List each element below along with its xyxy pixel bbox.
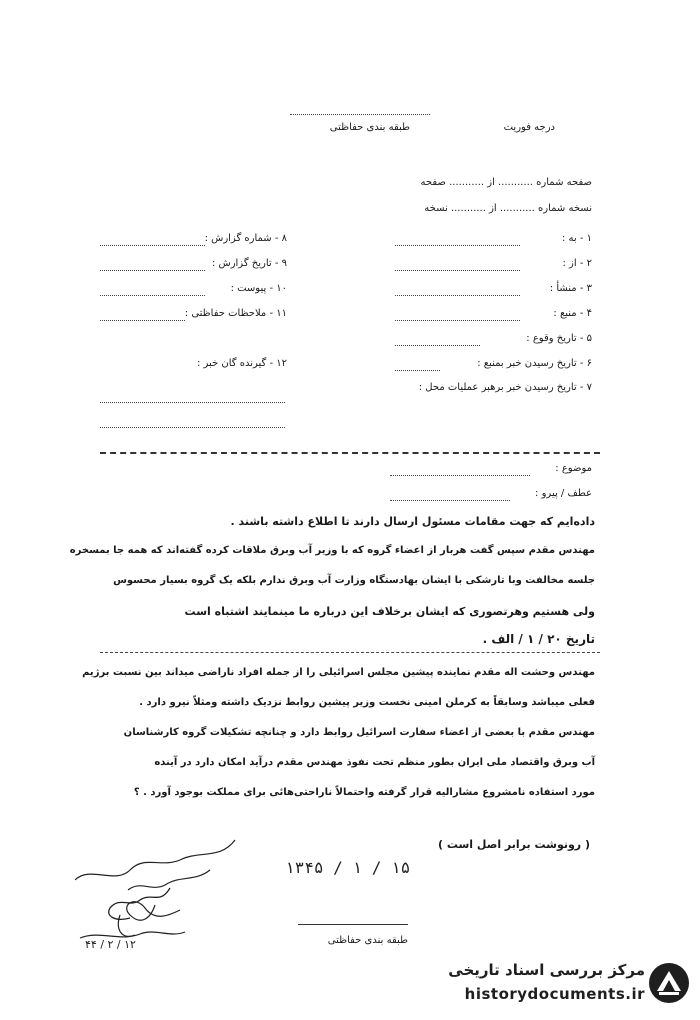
urgency-label: درجه فوریت xyxy=(503,122,555,133)
copy-certified-note: ( رونوشت برابر اصل است ) xyxy=(437,838,590,851)
watermark-title: مرکز بررسی اسناد تاریخی xyxy=(448,961,645,979)
copy-number-field: نسخه شماره ........... از ........... نسخه xyxy=(424,203,592,214)
footer-classification-label: طبقه بندی حفاظتی xyxy=(327,935,408,946)
archive-watermark xyxy=(410,955,695,1015)
footer-line xyxy=(298,924,408,925)
date-stamp: ۱۳۴۵ / ۱ / ۱۵ xyxy=(285,858,411,877)
signature-scribble xyxy=(60,830,240,950)
report-number-label: ۸ - شماره گزارش : xyxy=(204,233,287,244)
page-number-field: صفحه شماره ........... از ........... صفحه xyxy=(420,177,592,188)
watermark-url: historydocuments.ir xyxy=(464,985,645,1003)
handwritten-date: ۴۴ / ۲ / ۱۲ xyxy=(85,938,136,951)
security-notes-label: ۱۱ - ملاحظات حفاظتی : xyxy=(184,308,287,319)
source-field-label: ۴ - منبع : xyxy=(553,308,592,319)
body-line: مهندس مقدم با بعضی از اعضاء سفارت اسرائیل روابط دارد و چنانچه تشکیلات گروه کارشناسان xyxy=(123,727,595,738)
archive-logo-icon xyxy=(647,961,691,1005)
event-date-label: ۵ - تاریخ وقوع : xyxy=(526,333,592,344)
body-line-date: تاریخ ۲۰ / ۱ / الف . xyxy=(482,632,595,646)
attachment-label: ۱۰ - پیوست : xyxy=(230,283,287,294)
recipients-label: ۱۲ - گیرنده گان خبر : xyxy=(196,358,287,369)
origin-field-label: ۳ - منشأ : xyxy=(549,283,592,294)
body-line: آب وبرق واقتصاد ملی ایران بطور منظم تحت نفوذ مهندس مقدم درآید امکان دارد در آینده xyxy=(154,757,595,768)
body-line: مهندس وحشت اله مقدم نماینده پیشین مجلس اسرائیلی را از جمله افراد ناراضی میداند بین نسبت برژیم xyxy=(82,667,595,678)
body-line: داده‌ایم که جهت مقامات مسئول ارسال دارند تا اطلاع داشته باشند . xyxy=(230,515,595,528)
paragraph-divider xyxy=(100,652,600,653)
body-line: ولی هستیم وهرتصوری که ایشان برخلاف این درباره ما مینمایند اشتباه است xyxy=(184,605,595,618)
section-divider xyxy=(100,452,600,454)
body-line: مورد استفاده نامشروع مشارالیه قرار گرفته واحتمالاً ناراحتی‌هائی برای مملکت بوجود آورد . ؟ xyxy=(133,787,595,798)
report-date-label: ۹ - تاریخ گزارش : xyxy=(211,258,287,269)
reference-label: عطف / پیرو : xyxy=(535,488,592,499)
handwritten-annotation xyxy=(60,830,240,950)
body-line: مهندس مقدم سپس گفت هربار از اعضاء گروه که با وزیر آب وبرق ملاقات کرده گفته‌اند که همه جا بمسخره xyxy=(69,545,595,556)
body-line: فعلی میباشد وسابقاً به کرملن امینی نخست وزیر پیشین روابط نزدیک داشته ومثلاً نیرو دارد . xyxy=(139,697,595,708)
source-receipt-date-label: ۶ - تاریخ رسیدن خبر بمنبع : xyxy=(477,358,592,369)
classification-label: طبقه بندی حفاظتی xyxy=(329,122,410,133)
to-field-label: ۱ - به : xyxy=(561,233,592,244)
leader-receipt-date-label: ۷ - تاریخ رسیدن خبر برهبر عملیات محل : xyxy=(418,382,592,393)
subject-label: موضوع : xyxy=(555,463,592,474)
body-line: جلسه مخالفت وبا تارشکی با ایشان بهادستگاه وزارت آب وبرق ندارم بلکه یک گروه بسیار محسوس xyxy=(113,575,595,586)
from-field-label: ۲ - از : xyxy=(562,258,592,269)
header-line xyxy=(290,114,430,115)
